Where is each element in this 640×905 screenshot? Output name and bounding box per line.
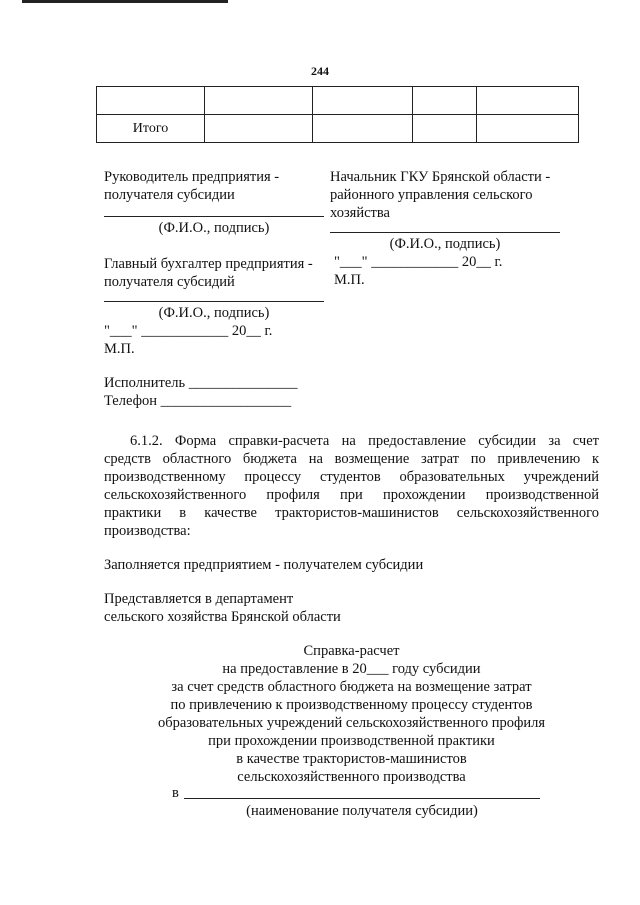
table-cell <box>477 115 579 143</box>
recipient-name-line <box>184 798 540 799</box>
accountant-fio-caption: (Ф.И.О., подпись) <box>158 305 270 321</box>
certificate-subtitle-5: при прохождении производственной практики <box>208 733 495 749</box>
certificate-subtitle-7: сельскохозяйственного производства <box>237 769 466 785</box>
submitted-to-line2: сельского хозяйства Брянской области <box>104 609 341 625</box>
certificate-subtitle-4: образовательных учреждений сельскохозяйственного профиля <box>157 715 546 731</box>
submitted-to-line1: Представляется в департамент <box>104 591 294 607</box>
accountant-title-line2: получателя субсидий <box>104 274 235 290</box>
certificate-subtitle-1: на предоставление в 20___ году субсидии <box>222 661 481 677</box>
section-line-5: практики в качестве трактористов-машинистов сельскохозяйственного <box>104 505 599 521</box>
head-title-line1: Руководитель предприятия - <box>104 169 280 185</box>
section-line-4: сельскохозяйственного профиля при прохождении производственной <box>104 487 599 503</box>
right-stamp: М.П. <box>334 272 365 288</box>
certificate-title: Справка-расчет <box>303 643 400 659</box>
table-cell <box>313 87 413 115</box>
top-border-line <box>22 0 228 3</box>
accountant-signature-line <box>104 301 324 302</box>
head-signature-line <box>104 216 324 217</box>
section-line-1: 6.1.2. Форма справки-расчета на предоставление субсидии за счет <box>130 433 599 449</box>
table-cell <box>97 87 205 115</box>
section-line-6: производства: <box>104 523 191 539</box>
right-date-line: "___" ____________ 20__ г. <box>334 254 503 270</box>
page-number: 244 <box>311 64 329 78</box>
left-date-line: "___" ____________ 20__ г. <box>104 323 273 339</box>
certificate-subtitle-6: в качестве трактористов-машинистов <box>236 751 467 767</box>
table-cell <box>313 115 413 143</box>
table-cell <box>477 87 579 115</box>
phone-field: Телефон __________________ <box>104 393 292 409</box>
table-cell <box>205 87 313 115</box>
official-title-line2: районного управления сельского <box>330 187 533 203</box>
official-title-line1: Начальник ГКУ Брянской области - <box>330 169 551 185</box>
filled-by-note: Заполняется предприятием - получателем субсидии <box>104 557 424 573</box>
head-fio-caption: (Ф.И.О., подпись) <box>158 220 270 236</box>
table-cell <box>413 115 477 143</box>
recipient-caption: (наименование получателя субсидии) <box>246 803 478 819</box>
official-signature-line <box>330 232 560 233</box>
head-title-line2: получателя субсидии <box>104 187 235 203</box>
table-cell <box>413 87 477 115</box>
official-fio-caption: (Ф.И.О., подпись) <box>389 236 501 252</box>
accountant-title-line1: Главный бухгалтер предприятия - <box>104 256 313 272</box>
section-line-2: средств областного бюджета на возмещение затрат по привлечению к <box>104 451 599 467</box>
totals-table <box>96 86 579 143</box>
table-row <box>97 87 579 115</box>
table-row <box>97 115 579 143</box>
left-stamp: М.П. <box>104 341 135 357</box>
executor-field: Исполнитель _______________ <box>104 375 298 391</box>
table-cell <box>205 115 313 143</box>
section-line-3: производственному процессу студентов образовательных учреждений <box>104 469 599 485</box>
certificate-subtitle-2: за счет средств областного бюджета на возмещение затрат <box>171 679 532 695</box>
certificate-subtitle-3: по привлечению к производственному процессу студентов <box>170 697 533 713</box>
recipient-prefix: в <box>172 785 179 801</box>
official-title-line3: хозяйства <box>330 205 390 221</box>
total-label-cell: Итого <box>97 115 205 143</box>
